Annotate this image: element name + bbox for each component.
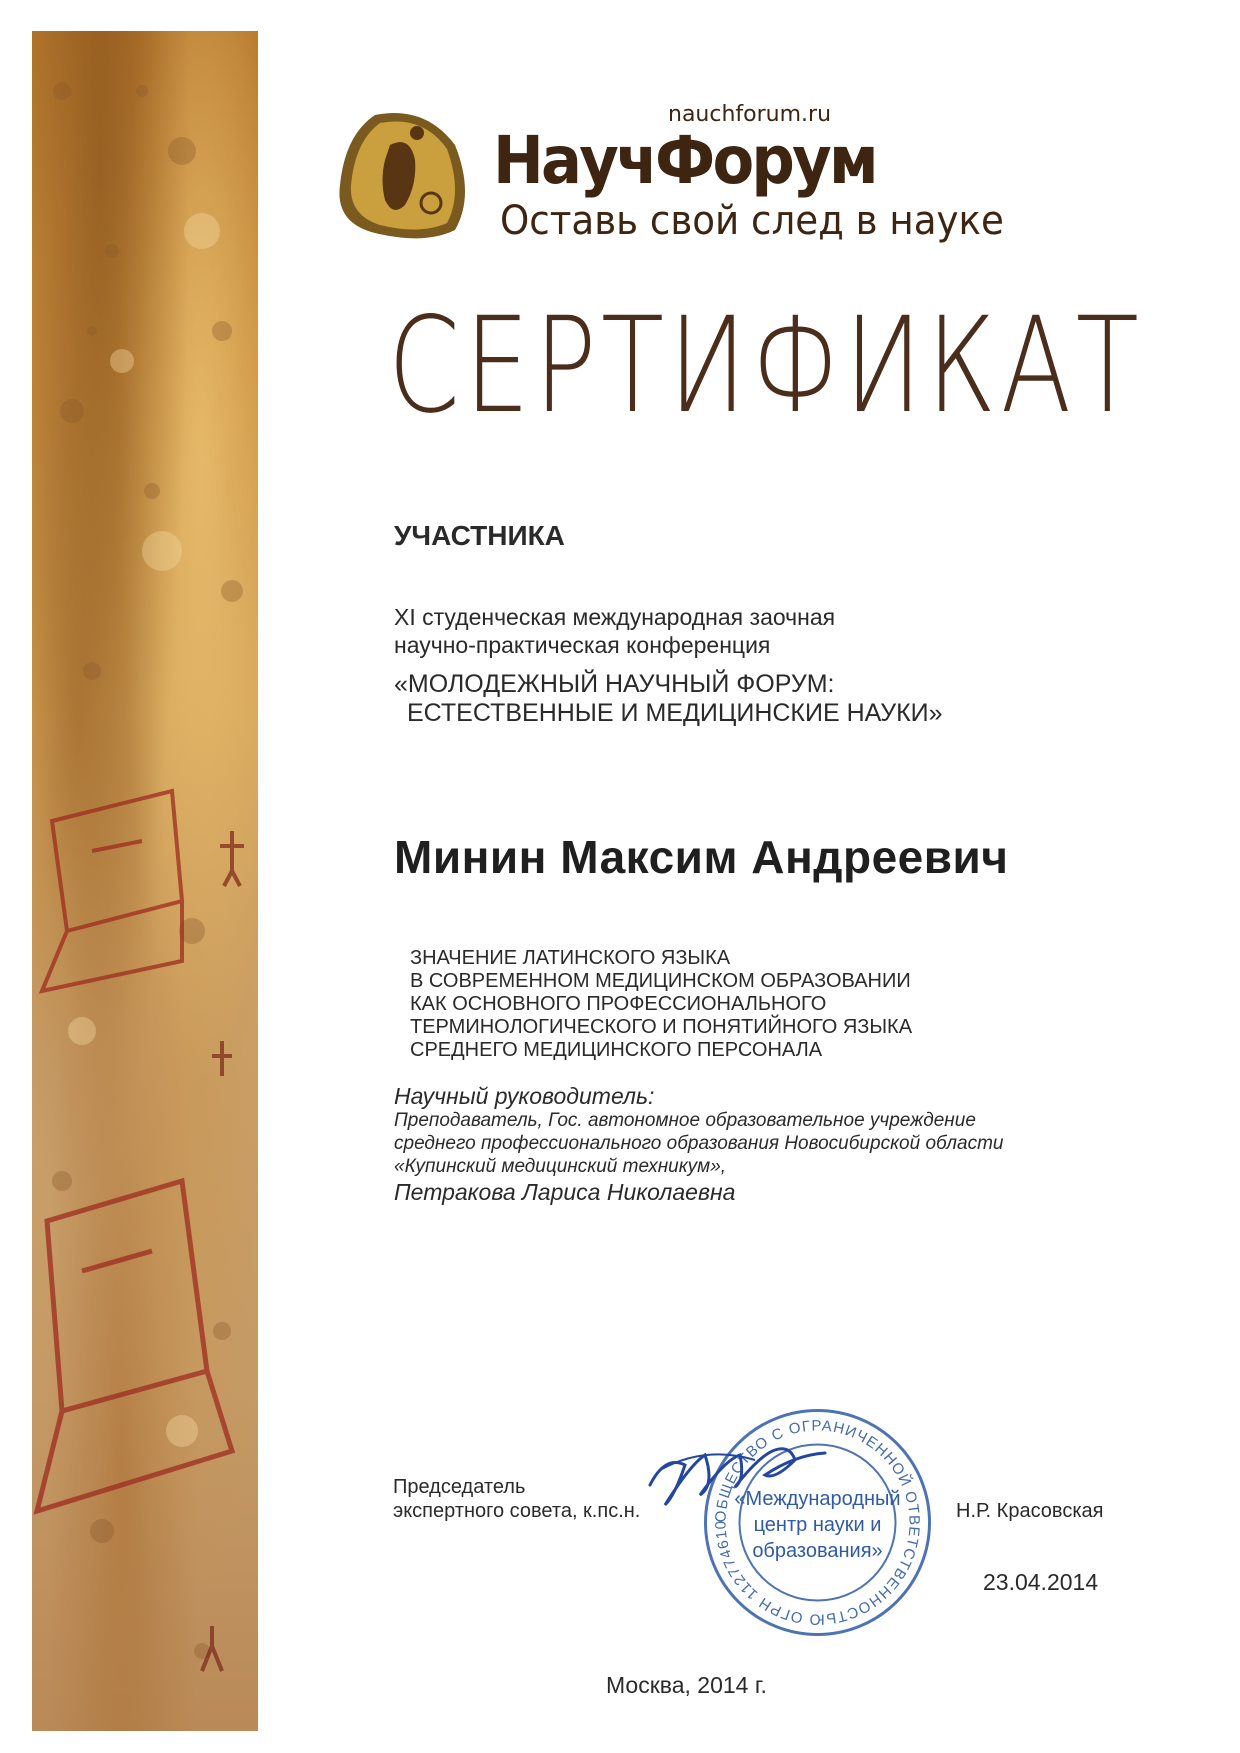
issue-date: 23.04.2014 <box>983 1569 1099 1595</box>
decorative-rock-art-strip <box>32 31 258 1731</box>
issue-place: Москва, 2014 г. <box>606 1672 767 1698</box>
conference-line-1: XI студенческая международная заочная <box>394 604 836 630</box>
chair-title-line-1: Председатель <box>393 1476 526 1498</box>
topic-line: В СОВРЕМЕННОМ МЕДИЦИНСКОМ ОБРАЗОВАНИИ <box>410 970 911 992</box>
conference-title-line-2: ЕСТЕСТВЕННЫЕ И МЕДИЦИНСКИЕ НАУКИ» <box>407 699 943 727</box>
handwritten-signature <box>645 1425 830 1515</box>
topic-line: КАК ОСНОВНОГО ПРОФЕССИОНАЛЬНОГО <box>410 993 827 1015</box>
certificate-title: СЕРТИФИКАТ <box>388 289 1144 443</box>
participant-label: УЧАСТНИКА <box>394 520 565 551</box>
stamp-center-line: «Международный <box>734 1488 901 1510</box>
supervisor-label: Научный руководитель: <box>394 1083 655 1109</box>
stamp-center-line: центр науки и <box>753 1514 882 1536</box>
supervisor-org-line: «Купинский медицинский техникум», <box>394 1156 727 1177</box>
chair-title-line-2: экспертного совета, к.пс.н. <box>393 1500 641 1522</box>
stamp-center-line: образования» <box>752 1540 883 1562</box>
footprint-logo-icon <box>335 105 475 245</box>
logo-slogan: Оставь свой след в науке <box>500 198 1004 244</box>
logo-name: НаучФорум <box>493 122 876 199</box>
stamp-ring-text: ОБЩЕСТВО С ОГРАНИЧЕННОЙ ОТВЕТСТВЕННОСТЬЮ ОГРН 112774610 <box>712 1417 923 1628</box>
logo-url: nauchforum.ru <box>668 102 832 127</box>
supervisor-name: Петракова Лариса Николаевна <box>394 1179 736 1205</box>
conference-line-2: научно-практическая конференция <box>394 632 771 658</box>
recipient-name: Минин Максим Андреевич <box>394 831 1009 883</box>
topic-line: ТЕРМИНОЛОГИЧЕСКОГО И ПОНЯТИЙНОГО ЯЗЫКА <box>410 1016 913 1038</box>
topic-line: ЗНАЧЕНИЕ ЛАТИНСКОГО ЯЗЫКА <box>410 947 731 969</box>
supervisor-org-line: Преподаватель, Гос. автономное образовательное учреждение <box>394 1110 976 1131</box>
supervisor-org-line: среднего профессионального образования Новосибирской области <box>394 1133 1004 1154</box>
chair-name: Н.Р. Красовская <box>956 1500 1104 1522</box>
topic-line: СРЕДНЕГО МЕДИЦИНСКОГО ПЕРСОНАЛА <box>410 1039 823 1061</box>
conference-title-line-1: «МОЛОДЕЖНЫЙ НАУЧНЫЙ ФОРУМ: <box>394 670 835 698</box>
